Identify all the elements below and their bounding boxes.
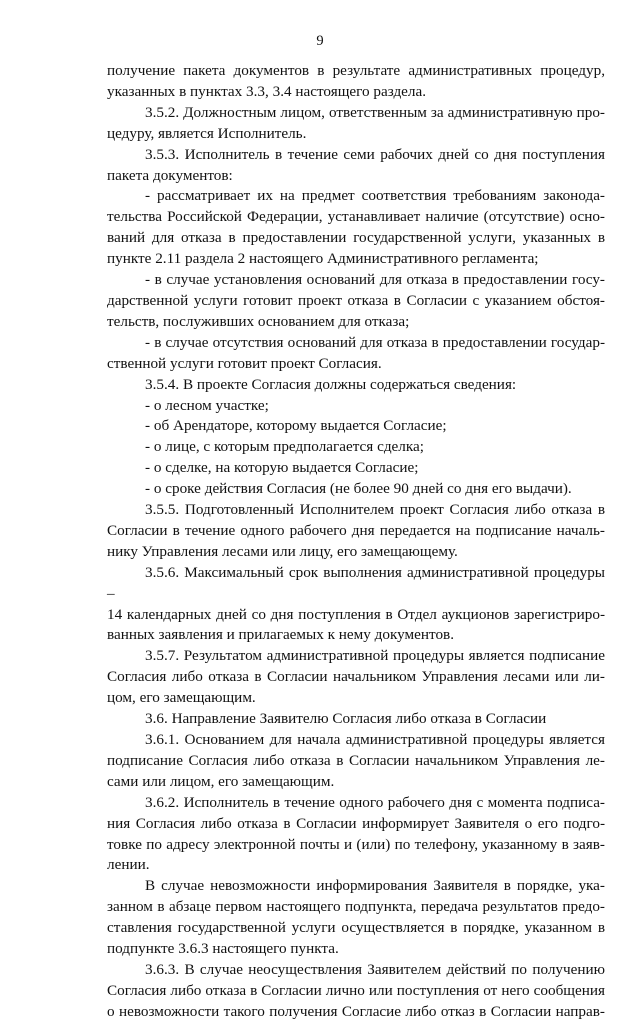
text-line: 3.5.7. Результатом административной процедуры является подписание bbox=[145, 647, 605, 665]
text-line: цедуру, является Исполнитель. bbox=[107, 124, 307, 142]
text-line: - о сделке, на которую выдается Согласие; bbox=[145, 459, 419, 477]
text-line: получение пакета документов в результате административных процедур, bbox=[107, 62, 605, 79]
text-line: 14 календарных дней со дня поступления в Отдел аукционов зарегистриро- bbox=[107, 605, 605, 623]
text-line: пункте 2.11 раздела 2 настоящего Административного регламента; bbox=[107, 250, 539, 268]
text-line: ния Согласия либо отказа в Согласии информирует Заявителя о его подго- bbox=[107, 814, 605, 832]
page-number: 9 bbox=[316, 33, 324, 49]
text-line: цом, его замещающим. bbox=[107, 689, 256, 707]
text-line: 3.6.1. Основанием для начала административной процедуры является bbox=[145, 731, 605, 748]
text-line: нику Управления лесами или лицу, его замещающему. bbox=[107, 542, 458, 560]
text-line: - о лесном участке; bbox=[145, 396, 269, 414]
text-line: 3.5.3. Исполнитель в течение семи рабочих дней со дня поступления bbox=[145, 145, 605, 163]
text-line: Согласия либо отказа в Согласии начальником Управления лесами или ли- bbox=[107, 668, 605, 686]
text-line: дарственной услуги готовит проект отказа в Согласии с указанием обстоя- bbox=[107, 291, 605, 309]
text-line: 3.6.3. В случае неосуществления Заявителем действий по получению bbox=[145, 960, 605, 978]
text-line: товке по адресу электронной почты и (или) по телефону, указанному в заяв- bbox=[107, 835, 605, 853]
text-line: 3.6.2. Исполнитель в течение одного рабочего дня с момента подписа- bbox=[145, 793, 605, 811]
text-line: указанных в пунктах 3.3, 3.4 настоящего раздела. bbox=[107, 82, 427, 100]
text-line: тельства Российской Федерации, устанавливает наличие (отсутствие) осно- bbox=[107, 208, 605, 226]
text-line: - о лице, с которым предполагается сделка; bbox=[145, 438, 424, 456]
text-line: ванных заявления и прилагаемых к нему документов. bbox=[107, 626, 455, 644]
text-line: 3.5.2. Должностным лицом, ответственным за административную про- bbox=[145, 103, 605, 121]
text-line: о невозможности такого получения Согласие либо отказ в Согласии направ- bbox=[107, 1002, 605, 1020]
text-line: 3.6. Направление Заявителю Согласия либо отказа в Согласии bbox=[145, 710, 547, 728]
text-line: В случае невозможности информирования Заявителя в порядке, ука- bbox=[145, 877, 605, 895]
text-line: лении. bbox=[107, 856, 150, 874]
text-line: 3.5.6. Максимальный срок выполнения административной процедуры – bbox=[107, 563, 605, 602]
text-line: Согласии в течение одного рабочего дня передается на подписание началь- bbox=[107, 521, 605, 539]
text-line: пакета документов: bbox=[107, 166, 233, 184]
text-line: ставления государственной услуги осуществляется в порядке, указанном в bbox=[107, 919, 605, 937]
text-line: - в случае установления оснований для отказа в предоставлении госу- bbox=[145, 271, 605, 289]
text-line: занном в абзаце первом настоящего подпункта, передача результатов предо- bbox=[107, 898, 605, 916]
text-line: 3.5.4. В проекте Согласия должны содержаться сведения: bbox=[145, 375, 517, 393]
text-line: сами или лицом, его замещающим. bbox=[107, 772, 335, 790]
text-line: - об Арендаторе, которому выдается Согласие; bbox=[145, 417, 447, 435]
text-line: тельств, послуживших основанием для отказа; bbox=[107, 312, 410, 330]
document-body bbox=[107, 61, 605, 1023]
text-line: ственной услуги готовит проект Согласия. bbox=[107, 354, 382, 372]
text-line: - о сроке действия Согласия (не более 90 дней со дня его выдачи). bbox=[145, 480, 572, 498]
text-line: Согласия либо отказа в Согласии лично или поступления от него сообщения bbox=[107, 981, 605, 999]
text-line: - в случае отсутствия оснований для отказа в предоставлении государ- bbox=[145, 333, 605, 351]
text-line: 3.5.5. Подготовленный Исполнителем проект Согласия либо отказа в bbox=[145, 501, 605, 519]
text-line: - рассматривает их на предмет соответствия требованиям законода- bbox=[145, 187, 605, 205]
text-line: ваний для отказа в предоставлении государственной услуги, указанных в bbox=[107, 229, 605, 247]
text-line: подписание Согласия либо отказа в Согласии начальником Управления ле- bbox=[107, 751, 605, 769]
text-line: подпункте 3.6.3 настоящего пункта. bbox=[107, 940, 339, 958]
